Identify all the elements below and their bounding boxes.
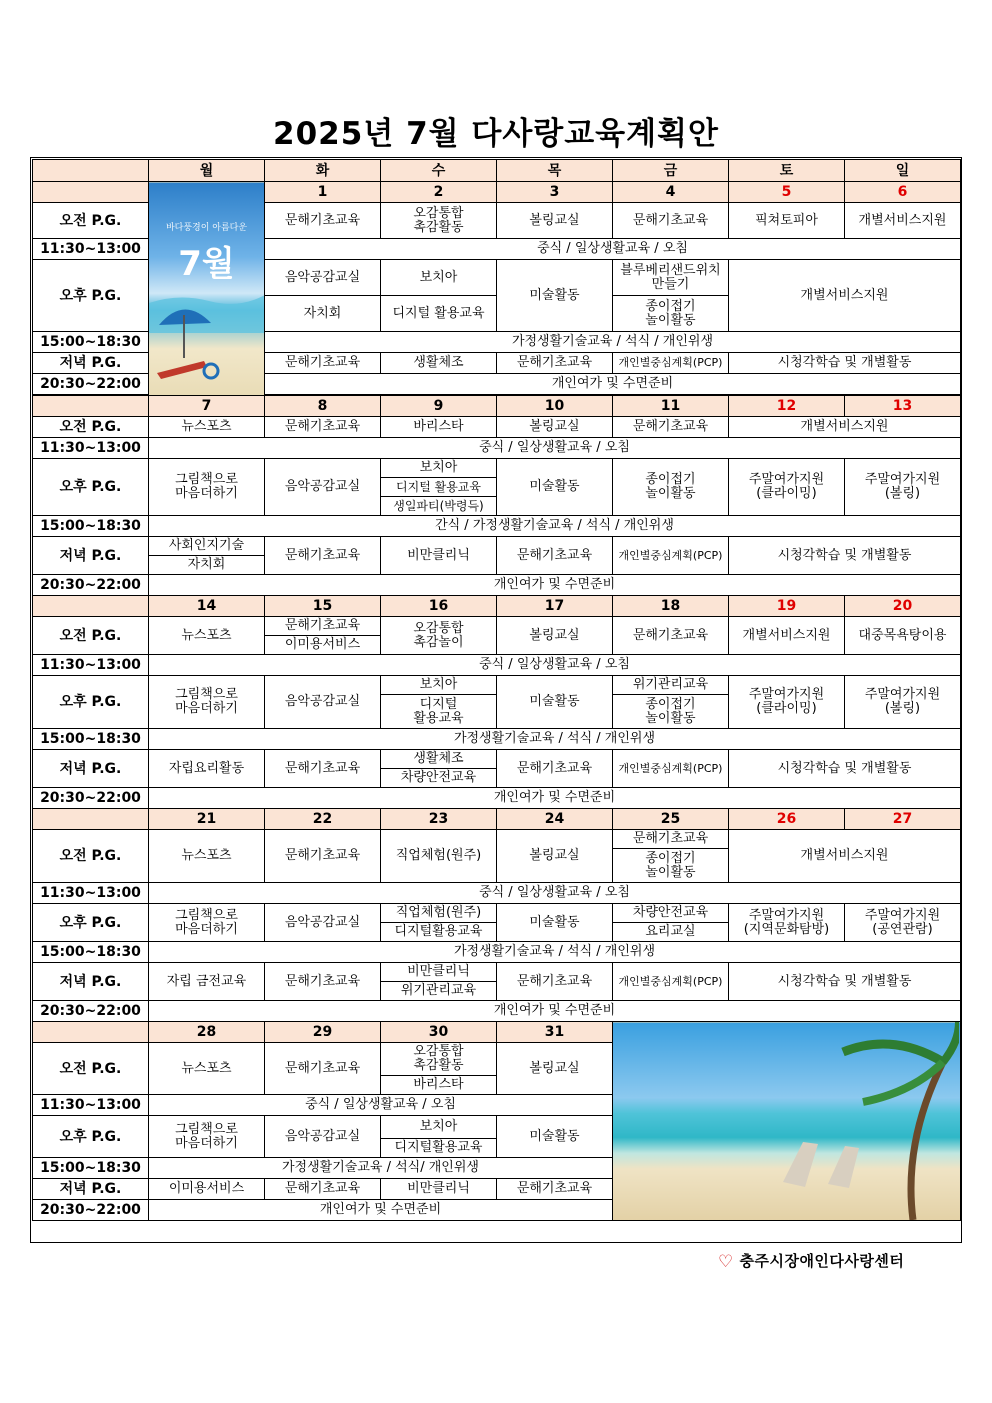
cell: 문해기초교육 bbox=[497, 1179, 613, 1200]
date-25: 25 bbox=[613, 809, 729, 830]
cell: 뉴스포츠 bbox=[149, 830, 265, 883]
date-15: 15 bbox=[265, 596, 381, 617]
cell: 개인여가 및 수면준비 bbox=[149, 788, 961, 809]
week2-late-row bbox=[33, 516, 961, 537]
cell: 개인별중심계획(PCP) bbox=[613, 963, 729, 1001]
label-late: 15:00~18:30 bbox=[33, 729, 149, 750]
cell: 주말여가지원 (공연관람) bbox=[845, 904, 961, 942]
cell: 음악공감교실 bbox=[265, 1116, 381, 1158]
cell: 비만클리닉 bbox=[381, 963, 497, 982]
day-sat: 토 bbox=[729, 160, 845, 182]
cell: 문해기초교육 bbox=[497, 353, 613, 374]
day-fri: 금 bbox=[613, 160, 729, 182]
date-10: 10 bbox=[497, 396, 613, 417]
label-late: 15:00~18:30 bbox=[33, 1158, 149, 1179]
cell: 개별서비스지원 bbox=[729, 617, 845, 655]
date-3: 3 bbox=[497, 182, 613, 203]
date-30: 30 bbox=[381, 1022, 497, 1043]
cell: 그림책으로 마음더하기 bbox=[149, 676, 265, 729]
cell: 개인여가 및 수면준비 bbox=[265, 374, 961, 395]
cell: 문해기초교육 bbox=[265, 750, 381, 788]
cell: 시청각학습 및 개별활동 bbox=[729, 353, 961, 374]
label-night: 20:30~22:00 bbox=[33, 788, 149, 809]
week3-late-row bbox=[33, 729, 961, 750]
label-lunch: 11:30~13:00 bbox=[33, 239, 149, 260]
cell: 자립요리활동 bbox=[149, 750, 265, 788]
cell: 문해기초교육 bbox=[613, 203, 729, 239]
cell: 요리교실 bbox=[613, 923, 729, 942]
week4-date-row bbox=[33, 809, 961, 830]
week3-blank bbox=[33, 596, 149, 617]
calendar-table bbox=[32, 159, 961, 1221]
cell: 대중목욕탕이용 bbox=[845, 617, 961, 655]
week3-am-row-a bbox=[33, 617, 961, 636]
label-lunch: 11:30~13:00 bbox=[33, 438, 149, 459]
cell: 개인여가 및 수면준비 bbox=[149, 1200, 613, 1221]
cell: 사회인지기술 bbox=[149, 537, 265, 556]
heart-logo-icon: ♡ bbox=[718, 1252, 734, 1272]
date-20: 20 bbox=[845, 596, 961, 617]
cell: 문해기초교육 bbox=[265, 417, 381, 438]
date-23: 23 bbox=[381, 809, 497, 830]
week3-pm-row-a bbox=[33, 676, 961, 695]
cell: 직업체험(원주) bbox=[381, 904, 497, 923]
cell: 픽쳐토피아 bbox=[729, 203, 845, 239]
cell: 음악공감교실 bbox=[265, 459, 381, 516]
cell: 중식 / 일상생활교육 / 오침 bbox=[265, 239, 961, 260]
cell: 개인별중심계획(PCP) bbox=[613, 537, 729, 575]
cell: 개별서비스지원 bbox=[729, 417, 961, 438]
date-29: 29 bbox=[265, 1022, 381, 1043]
center-name: 충주시장애인다사랑센터 bbox=[739, 1252, 905, 1270]
date-26: 26 bbox=[729, 809, 845, 830]
label-lunch: 11:30~13:00 bbox=[33, 883, 149, 904]
cell: 생활체조 bbox=[381, 750, 497, 769]
day-header-row bbox=[33, 160, 961, 182]
cell: 위기관리교육 bbox=[613, 676, 729, 695]
cell: 볼링교실 bbox=[497, 617, 613, 655]
cell: 그림책으로 마음더하기 bbox=[149, 904, 265, 942]
cell: 미술활동 bbox=[497, 904, 613, 942]
page-title: 2025년 7월 다사랑교육계획안 bbox=[273, 116, 719, 152]
cell: 문해기초교육 bbox=[497, 963, 613, 1001]
cell: 문해기초교육 bbox=[265, 203, 381, 239]
cell: 디지털 활용교육 bbox=[381, 695, 497, 729]
label-late: 15:00~18:30 bbox=[33, 942, 149, 963]
date-7: 7 bbox=[149, 396, 265, 417]
label-pm: 오후 P.G. bbox=[33, 260, 149, 332]
cell: 개인여가 및 수면준비 bbox=[149, 575, 961, 596]
cell: 문해기초교육 bbox=[265, 830, 381, 883]
date-13: 13 bbox=[845, 396, 961, 417]
date-17: 17 bbox=[497, 596, 613, 617]
date-11: 11 bbox=[613, 396, 729, 417]
cell: 가정생활기술교육 / 석식 / 개인위생 bbox=[149, 942, 961, 963]
cell: 오감통합 촉감놀이 bbox=[381, 617, 497, 655]
cell: 개인여가 및 수면준비 bbox=[149, 1001, 961, 1022]
label-eve: 저녁 P.G. bbox=[33, 353, 149, 374]
label-eve: 저녁 P.G. bbox=[33, 963, 149, 1001]
cell: 주말여가지원 (클라이밍) bbox=[729, 459, 845, 516]
week1-date-row bbox=[33, 182, 961, 203]
cell: 종이접기 놀이활동 bbox=[613, 296, 729, 332]
cell: 자치회 bbox=[265, 296, 381, 332]
cell: 문해기초교육 bbox=[613, 417, 729, 438]
cell: 볼링교실 bbox=[497, 830, 613, 883]
cell: 시청각학습 및 개별활동 bbox=[729, 537, 961, 575]
week2-night-row bbox=[33, 575, 961, 596]
cell: 생활체조 bbox=[381, 353, 497, 374]
week4-late-row bbox=[33, 942, 961, 963]
cell: 볼링교실 bbox=[497, 203, 613, 239]
cell: 보치아 bbox=[381, 676, 497, 695]
july-poster bbox=[149, 182, 265, 396]
label-am: 오전 P.G. bbox=[33, 617, 149, 655]
label-eve: 저녁 P.G. bbox=[33, 1179, 149, 1200]
cell: 문해기초교육 bbox=[497, 537, 613, 575]
label-eve: 저녁 P.G. bbox=[33, 537, 149, 575]
cell: 차량안전교육 bbox=[381, 769, 497, 788]
cell: 문해기초교육 bbox=[265, 1179, 381, 1200]
date-4: 4 bbox=[613, 182, 729, 203]
label-eve: 저녁 P.G. bbox=[33, 750, 149, 788]
cell: 가정생활기술교육 / 석식/ 개인위생 bbox=[149, 1158, 613, 1179]
date-9: 9 bbox=[381, 396, 497, 417]
cell: 비만클리닉 bbox=[381, 537, 497, 575]
cell: 자치회 bbox=[149, 556, 265, 575]
cell: 미술활동 bbox=[497, 459, 613, 516]
date-1: 1 bbox=[265, 182, 381, 203]
cell: 종이접기 놀이활동 bbox=[613, 459, 729, 516]
week1-blank bbox=[33, 182, 149, 203]
cell: 문해기초교육 bbox=[613, 617, 729, 655]
cell: 문해기초교육 bbox=[265, 963, 381, 1001]
cell: 개별서비스지원 bbox=[729, 830, 961, 883]
cell: 주말여가지원 (클라이밍) bbox=[729, 676, 845, 729]
week4-lunch-row bbox=[33, 883, 961, 904]
corner-cell bbox=[33, 160, 149, 182]
cell: 볼링교실 bbox=[497, 417, 613, 438]
cell: 주말여가지원 (볼링) bbox=[845, 676, 961, 729]
cell: 시청각학습 및 개별활동 bbox=[729, 750, 961, 788]
day-mon: 월 bbox=[149, 160, 265, 182]
label-pm: 오후 P.G. bbox=[33, 1116, 149, 1158]
cell: 중식 / 일상생활교육 / 오침 bbox=[149, 655, 961, 676]
cell: 미술활동 bbox=[497, 676, 613, 729]
week2-lunch-row bbox=[33, 438, 961, 459]
week2-blank bbox=[33, 396, 149, 417]
week5-date-row bbox=[33, 1022, 961, 1043]
cell: 차량안전교육 bbox=[613, 904, 729, 923]
cell: 디지털활용교육 bbox=[381, 1139, 497, 1158]
cell: 문해기초교육 bbox=[265, 353, 381, 374]
date-18: 18 bbox=[613, 596, 729, 617]
cell: 비만클리닉 bbox=[381, 1179, 497, 1200]
center-footer bbox=[718, 1250, 904, 1272]
cell: 개인별중심계획(PCP) bbox=[613, 353, 729, 374]
label-night: 20:30~22:00 bbox=[33, 1001, 149, 1022]
cell: 오감통합 촉감활동 bbox=[381, 203, 497, 239]
cell: 생일파티(박령득) bbox=[381, 497, 497, 516]
cell: 보치아 bbox=[381, 459, 497, 478]
label-night: 20:30~22:00 bbox=[33, 374, 149, 395]
cell: 디지털 활용교육 bbox=[381, 296, 497, 332]
week4-night-row bbox=[33, 1001, 961, 1022]
beach-photo bbox=[613, 1022, 961, 1221]
label-night: 20:30~22:00 bbox=[33, 575, 149, 596]
cell: 음악공감교실 bbox=[265, 676, 381, 729]
cell: 중식 / 일상생활교육 / 오침 bbox=[149, 1095, 613, 1116]
cell: 미술활동 bbox=[497, 1116, 613, 1158]
date-24: 24 bbox=[497, 809, 613, 830]
date-21: 21 bbox=[149, 809, 265, 830]
cell: 음악공감교실 bbox=[265, 904, 381, 942]
date-28: 28 bbox=[149, 1022, 265, 1043]
day-thu: 목 bbox=[497, 160, 613, 182]
cell: 문해기초교육 bbox=[265, 617, 381, 636]
cell: 문해기초교육 bbox=[613, 830, 729, 849]
day-tue: 화 bbox=[265, 160, 381, 182]
label-late: 15:00~18:30 bbox=[33, 516, 149, 537]
cell: 자립 금전교육 bbox=[149, 963, 265, 1001]
palm-tree-icon bbox=[613, 1022, 959, 1220]
label-night: 20:30~22:00 bbox=[33, 1200, 149, 1221]
cell: 중식 / 일상생활교육 / 오침 bbox=[149, 883, 961, 904]
cell: 디지털활용교육 bbox=[381, 923, 497, 942]
label-late: 15:00~18:30 bbox=[33, 332, 149, 353]
cell: 직업체험(원주) bbox=[381, 830, 497, 883]
week3-date-row bbox=[33, 596, 961, 617]
cell: 보치아 bbox=[381, 260, 497, 296]
label-lunch: 11:30~13:00 bbox=[33, 655, 149, 676]
cell: 가정생활기술교육 / 석식 / 개인위생 bbox=[265, 332, 961, 353]
cell: 문해기초교육 bbox=[497, 750, 613, 788]
date-19: 19 bbox=[729, 596, 845, 617]
label-pm: 오후 P.G. bbox=[33, 904, 149, 942]
cell: 시청각학습 및 개별활동 bbox=[729, 963, 961, 1001]
cell: 종이접기 놀이활동 bbox=[613, 695, 729, 729]
week5-blank bbox=[33, 1022, 149, 1043]
cell: 이미용서비스 bbox=[265, 636, 381, 655]
cell: 이미용서비스 bbox=[149, 1179, 265, 1200]
week4-am-row-a bbox=[33, 830, 961, 849]
label-am: 오전 P.G. bbox=[33, 417, 149, 438]
cell: 미술활동 bbox=[497, 260, 613, 332]
date-22: 22 bbox=[265, 809, 381, 830]
cell: 음악공감교실 bbox=[265, 260, 381, 296]
week3-night-row bbox=[33, 788, 961, 809]
cell: 중식 / 일상생활교육 / 오침 bbox=[149, 438, 961, 459]
week2-eve-row-a bbox=[33, 537, 961, 556]
cell: 뉴스포츠 bbox=[149, 1043, 265, 1095]
date-12: 12 bbox=[729, 396, 845, 417]
cell: 바리스타 bbox=[381, 417, 497, 438]
label-lunch: 11:30~13:00 bbox=[33, 1095, 149, 1116]
date-5: 5 bbox=[729, 182, 845, 203]
cell: 디지털 활용교육 bbox=[381, 478, 497, 497]
cell: 주말여가지원 (볼링) bbox=[845, 459, 961, 516]
week2-date-row bbox=[33, 396, 961, 417]
cell: 그림책으로 마음더하기 bbox=[149, 459, 265, 516]
label-am: 오전 P.G. bbox=[33, 830, 149, 883]
cell: 주말여가지원 (지역문화탐방) bbox=[729, 904, 845, 942]
date-14: 14 bbox=[149, 596, 265, 617]
poster-month: 7월 bbox=[178, 243, 235, 284]
poster-caption: 바다풍경이 아름다운 bbox=[165, 222, 248, 233]
cell: 뉴스포츠 bbox=[149, 417, 265, 438]
week3-lunch-row bbox=[33, 655, 961, 676]
cell: 보치아 bbox=[381, 1116, 497, 1139]
week4-blank bbox=[33, 809, 149, 830]
week2-pm-row-a bbox=[33, 459, 961, 478]
week4-eve-row-a bbox=[33, 963, 961, 982]
cell: 개인별중심계획(PCP) bbox=[613, 750, 729, 788]
cell: 뉴스포츠 bbox=[149, 617, 265, 655]
label-am: 오전 P.G. bbox=[33, 203, 149, 239]
week4-pm-row-a bbox=[33, 904, 961, 923]
date-6: 6 bbox=[845, 182, 961, 203]
cell: 개별서비스지원 bbox=[729, 260, 961, 332]
date-2: 2 bbox=[381, 182, 497, 203]
cell: 가정생활기술교육 / 석식 / 개인위생 bbox=[149, 729, 961, 750]
date-16: 16 bbox=[381, 596, 497, 617]
cell: 오감통합 촉감활동 bbox=[381, 1043, 497, 1076]
cell: 개별서비스지원 bbox=[845, 203, 961, 239]
label-pm: 오후 P.G. bbox=[33, 459, 149, 516]
beach-umbrella-icon bbox=[149, 183, 265, 395]
label-pm: 오후 P.G. bbox=[33, 676, 149, 729]
cell: 간식 / 가정생활기술교육 / 석식 / 개인위생 bbox=[149, 516, 961, 537]
date-27: 27 bbox=[845, 809, 961, 830]
cell: 문해기초교육 bbox=[265, 1043, 381, 1095]
cell: 볼링교실 bbox=[497, 1043, 613, 1095]
date-8: 8 bbox=[265, 396, 381, 417]
day-wed: 수 bbox=[381, 160, 497, 182]
week3-eve-row-a bbox=[33, 750, 961, 769]
cell: 그림책으로 마음더하기 bbox=[149, 1116, 265, 1158]
cell: 종이접기 놀이활동 bbox=[613, 849, 729, 883]
cell: 문해기초교육 bbox=[265, 537, 381, 575]
date-31: 31 bbox=[497, 1022, 613, 1043]
label-am: 오전 P.G. bbox=[33, 1043, 149, 1095]
day-sun: 일 bbox=[845, 160, 961, 182]
cell: 위기관리교육 bbox=[381, 982, 497, 1001]
week2-am-row bbox=[33, 417, 961, 438]
cell: 바리스타 bbox=[381, 1076, 497, 1095]
cell: 블루베리샌드위치 만들기 bbox=[613, 260, 729, 296]
